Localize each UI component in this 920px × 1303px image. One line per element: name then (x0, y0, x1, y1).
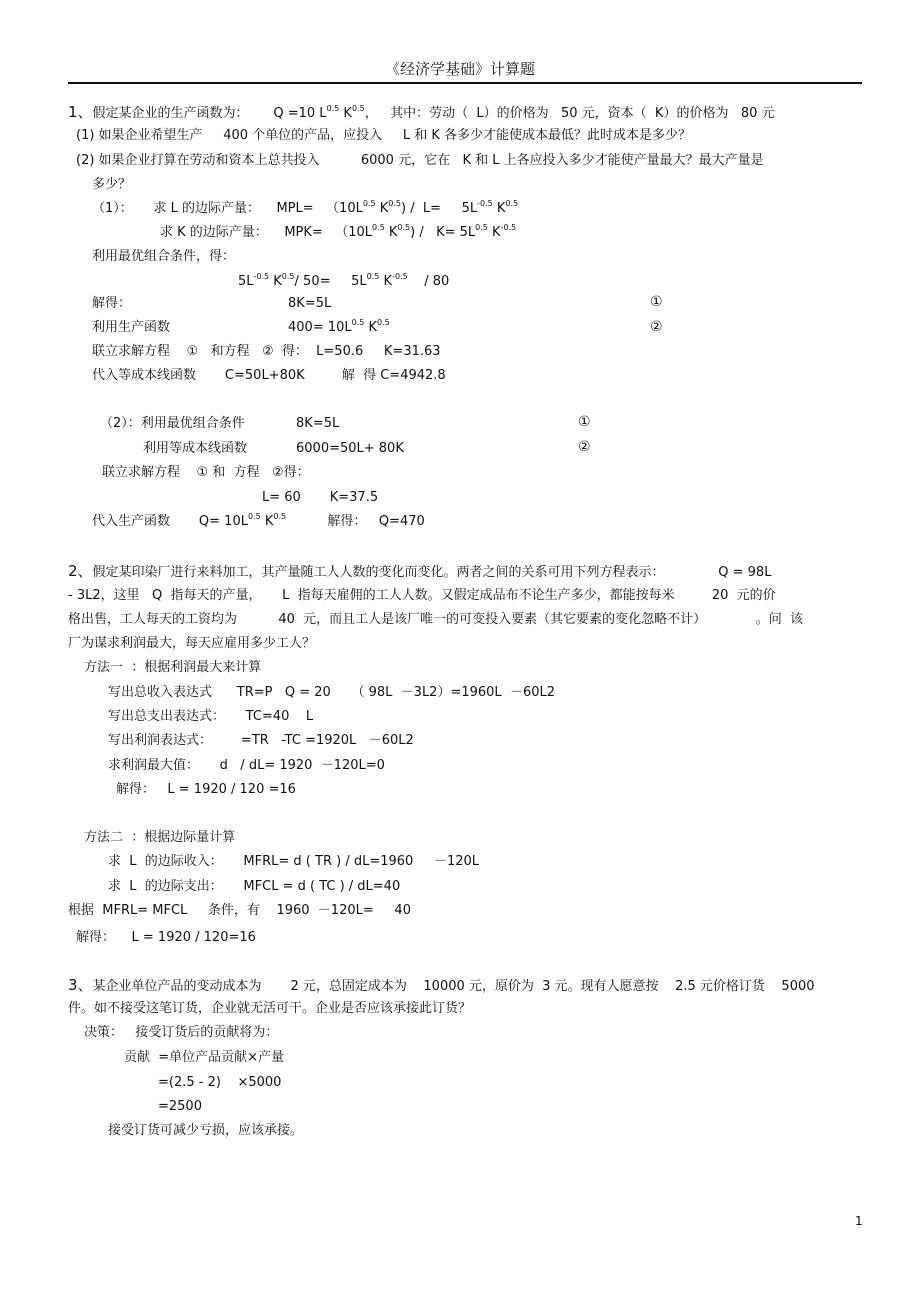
mpl-exponent: 0.5 (388, 199, 401, 208)
circle-1-marker: ① (650, 294, 663, 310)
q2-line-3: 格出售，工人每天的工资均为 40 元，而且工人是该厂唯一的可变投入要素（其它要素的变化忽略不计） 。问 该 (68, 612, 803, 627)
q1-stem-text: 假定某企业的生产函数为： (92, 106, 249, 121)
q2-text: 假定某印染厂进行来料加工，其产量随工人人数的变化而变化。两者之间的关系可用下列方程表示： Q = 98L (92, 565, 772, 580)
header-rule (68, 82, 862, 84)
mpk-exponent: 0.5 (475, 223, 488, 232)
q1-part2-iso-label: 利用等成本线函数 (143, 441, 248, 456)
q2-method2-solution: 解得： L = 1920 / 120=16 (76, 930, 256, 945)
q1-prices: ， 其中：劳动（ L）的价格为 50 元，资本（ K）的价格为 80 元 (364, 106, 775, 121)
p2-exponent: 0.5 (247, 512, 261, 521)
q2-method1-max: 求利润最大值： d / dL= 1920 －120L=0 (108, 758, 385, 773)
mpk-exponent: -0.5 (500, 223, 517, 232)
q1-exponent: 0.5 (351, 104, 365, 113)
mpk-result: ) / K= 5L (410, 225, 476, 240)
q1-solve-label: 解得： (92, 296, 132, 311)
q1-sub2-cont: 多少？ (92, 177, 132, 192)
prod-exponent: 0.5 (351, 318, 365, 327)
q1-number: 1、 (68, 103, 93, 121)
circle-2-marker: ② (650, 319, 663, 335)
mpl-exponent: -0.5 (477, 199, 493, 208)
p2-result: 解得： Q=470 (286, 514, 425, 529)
q2-line-2: - 3L2，这里 Q 指每天的产量， L 指每天雇佣的工人人数。又假定成品布不论生产多少，都能按每米 20 元的价 (68, 588, 776, 603)
q3-contribution-3: =2500 (158, 1099, 202, 1114)
q2-method2-condition: 根据 MFRL= MFCL 条件，有 1960 －120L= 40 (68, 903, 411, 918)
mpl-exponent: 0.5 (505, 199, 519, 208)
q1-exponent: 0.5 (326, 104, 340, 113)
q3-decision: 决策： 接受订货后的贡献将为： (84, 1025, 279, 1040)
eq-k2: K (379, 274, 393, 289)
mpk-text: 求 K 的边际产量： MPK= （10L (160, 225, 372, 240)
eq-exponent: -0.5 (253, 272, 270, 281)
q1-solve-eq: 8K=5L (288, 296, 332, 311)
mpk-k2: K (487, 225, 501, 240)
q1-prod-label: 利用生产函数 (92, 320, 171, 335)
q1-sub1: (1) 如果企业希望生产 400 个单位的产品，应投入 L 和 K 各多少才能使成本最低？此时成本是多少？ (76, 128, 691, 143)
mpk-k: K (384, 225, 398, 240)
mpk-exponent: 0.5 (397, 223, 411, 232)
mpl-text: （1）： 求 L 的边际产量： MPL= （10L (92, 201, 363, 216)
eq-exponent: -0.5 (392, 272, 408, 281)
eq-end: / 80 (407, 274, 450, 289)
mpl-k2: K (492, 201, 506, 216)
q3-line-1 (68, 977, 815, 995)
q2-line-1 (68, 563, 771, 581)
q2-method1-tr: 写出总收入表达式 TR=P Q = 20 （ 98L －3L2）=1960L －60L2 (108, 685, 555, 700)
q1-part2-joint: 联立求解方程 ① 和 方程 ②得： (102, 465, 310, 480)
q3-number: 3、 (68, 976, 93, 994)
q1-opt-equation (238, 274, 449, 291)
q1-formula-k: K (339, 106, 352, 121)
q3-contribution-2: =(2.5 - 2) ×5000 (158, 1075, 282, 1090)
q1-mpk (160, 225, 516, 242)
q2-method2-mr: 求 L 的边际收入： MFRL= d ( TR ) / dL=1960 －120L (108, 854, 480, 869)
prod-k: K (364, 320, 378, 335)
p2-text: 代入生产函数 Q= 10L (92, 514, 248, 529)
q1-part2-result: L= 60 K=37.5 (262, 490, 379, 505)
q2-method1-profit: 写出利润表达式： =TR -TC =1920L －60L2 (108, 733, 414, 748)
eq-exponent: 0.5 (366, 272, 380, 281)
mpk-exponent: 0.5 (371, 223, 385, 232)
page-number: 1 (855, 1214, 863, 1228)
mpl-result: ) / L= 5L (400, 201, 478, 216)
q2-line-4: 厂为谋求利润最大，每天应雇用多少工人？ (68, 636, 316, 651)
p2-k: K (260, 514, 274, 529)
prod-text: 400= 10L (288, 320, 352, 335)
q1-cost: 代入等成本线函数 C=50L+80K 解 得 C=4942.8 (92, 368, 446, 383)
mpl-k: K (375, 201, 389, 216)
eq-k: K (269, 274, 282, 289)
q2-method2-mc: 求 L 的边际支出： MFCL = d ( TC ) / dL=40 (108, 879, 401, 894)
q1-prod-eq (288, 320, 390, 337)
mpl-exponent: 0.5 (362, 199, 376, 208)
eq-text: 5L (238, 274, 254, 289)
eq-exponent: 0.5 (281, 272, 295, 281)
q1-stem (68, 104, 775, 123)
prod-exponent: 0.5 (377, 318, 390, 327)
circle-1-marker: ① (578, 414, 591, 430)
q3-text: 某企业单位产品的变动成本为 2 元，总固定成本为 10000 元，原价为 3 元。现有人愿意按 2.5 元价格订货 5000 (92, 979, 815, 994)
q3-conclusion: 接受订货可减少亏损，应该承接。 (108, 1123, 304, 1138)
q2-number: 2、 (68, 562, 93, 580)
q3-line-2: 件。如不接受这笔订货，企业就无活可干。企业是否应该承接此订货？ (68, 1001, 472, 1016)
eq-mid: / 50= 5L (294, 274, 367, 289)
q1-joint: 联立求解方程 ① 和方程 ② 得： L=50.6 K=31.63 (92, 344, 441, 359)
q1-opt-label: 利用最优组合条件，得： (92, 249, 236, 264)
q1-mpl (92, 201, 518, 218)
q2-method2-title: 方法二 ：根据边际量计算 (84, 830, 236, 845)
q2-method1-title: 方法一 ：根据利润最大来计算 (84, 660, 262, 675)
q1-part2-opt-label: （2）：利用最优组合条件 (100, 416, 245, 431)
q1-part2-opt-eq: 8K=5L (296, 416, 340, 431)
q3-contribution-1: 贡献 =单位产品贡献×产量 (124, 1050, 285, 1065)
q2-method1-tc: 写出总支出表达式： TC=40 L (108, 709, 314, 724)
q1-part2-iso-eq: 6000=50L+ 80K (296, 441, 404, 456)
p2-exponent: 0.5 (273, 512, 287, 521)
circle-2-marker: ② (578, 439, 591, 455)
page-title: 《经济学基础》计算题 (384, 60, 535, 78)
q1-part2-prod (92, 514, 425, 531)
q1-sub2: (2) 如果企业打算在劳动和资本上总共投入 6000 元，它在 K 和 L 上各应投入多少才能使产量最大？最大产量是 (76, 153, 764, 168)
q2-method1-solution: 解得： L = 1920 / 120 =16 (116, 782, 296, 797)
q1-formula: Q =10 L (273, 106, 327, 121)
